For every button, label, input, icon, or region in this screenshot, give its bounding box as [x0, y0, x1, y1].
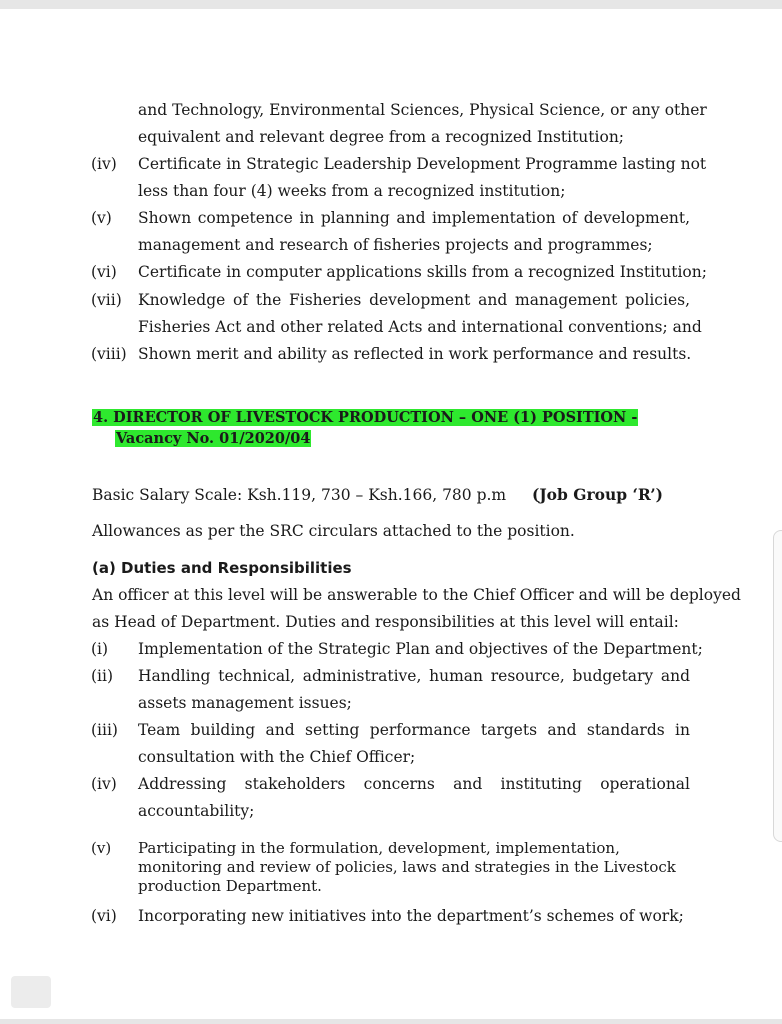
duty-item: accountability;: [138, 802, 255, 820]
duty-item: Implementation of the Strategic Plan and objectives of the Department;: [138, 640, 703, 658]
duty-number: (iv): [91, 775, 117, 793]
list-item: management and research of fisheries projects and programmes;: [138, 236, 653, 254]
duty-item: Handling technical, administrative, human resource, budgetary and: [138, 667, 690, 685]
duty-number: (i): [91, 640, 109, 658]
top-edge: [0, 0, 782, 9]
duties-heading: (a) Duties and Responsibilities: [92, 559, 352, 577]
salary-scale: Basic Salary Scale: Ksh.119, 730 – Ksh.166, 780 p.m: [92, 486, 507, 504]
corner-button[interactable]: [11, 976, 51, 1008]
duty-number: (iii): [91, 721, 118, 739]
scrollbar-handle[interactable]: [773, 530, 782, 842]
allowances: Allowances as per the SRC circulars attached to the position.: [92, 522, 575, 540]
duty-item: consultation with the Chief Officer;: [138, 748, 416, 766]
list-item: Certificate in Strategic Leadership Development Programme lasting not: [138, 155, 707, 173]
duty-item: Incorporating new initiatives into the department’s schemes of work;: [138, 907, 684, 925]
list-item: less than four (4) weeks from a recognized institution;: [138, 182, 566, 200]
item-number: (v): [91, 209, 112, 227]
vacancy-number-text: Vacancy No. 01/2020/04: [116, 430, 311, 447]
duty-item: Addressing stakeholders concerns and instituting operational: [138, 775, 690, 793]
list-item: Shown merit and ability as reflected in work performance and results.: [138, 345, 692, 363]
duty-item: assets management issues;: [138, 694, 352, 712]
list-item: Shown competence in planning and implementation of development,: [138, 209, 690, 227]
list-item: Fisheries Act and other related Acts and international conventions; and: [138, 318, 702, 336]
duty-number: (v): [91, 839, 112, 857]
intro-line: An officer at this level will be answerable to the Chief Officer and will be deployed: [92, 586, 741, 604]
bottom-edge: [0, 1019, 782, 1024]
duty-number: (vi): [91, 907, 117, 925]
item-number: (viii): [91, 345, 127, 363]
item-number: (iv): [91, 155, 117, 173]
intro-line: as Head of Department. Duties and responsibilities at this level will entail:: [92, 613, 679, 631]
duty-item: monitoring and review of policies, laws and strategies in the Livestock: [138, 858, 676, 876]
duty-item: production Department.: [138, 877, 322, 895]
position-heading: [92, 407, 638, 428]
continuation-line: equivalent and relevant degree from a recognized Institution;: [138, 128, 625, 146]
job-group: (Job Group ‘R’): [532, 485, 663, 504]
list-item: Knowledge of the Fisheries development and management policies,: [138, 291, 690, 309]
list-item: Certificate in computer applications skills from a recognized Institution;: [138, 263, 707, 281]
item-number: (vi): [91, 263, 117, 281]
duty-item: Team building and setting performance targets and standards in: [138, 721, 690, 739]
duty-item: Participating in the formulation, development, implementation,: [138, 839, 620, 857]
vacancy-number: [115, 428, 311, 449]
duty-number: (ii): [91, 667, 114, 685]
item-number: (vii): [91, 291, 122, 309]
continuation-line: and Technology, Environmental Sciences, Physical Science, or any other: [138, 101, 707, 119]
position-heading-line1: 4. DIRECTOR OF LIVESTOCK PRODUCTION – ONE (1) POSITION -: [93, 409, 638, 426]
